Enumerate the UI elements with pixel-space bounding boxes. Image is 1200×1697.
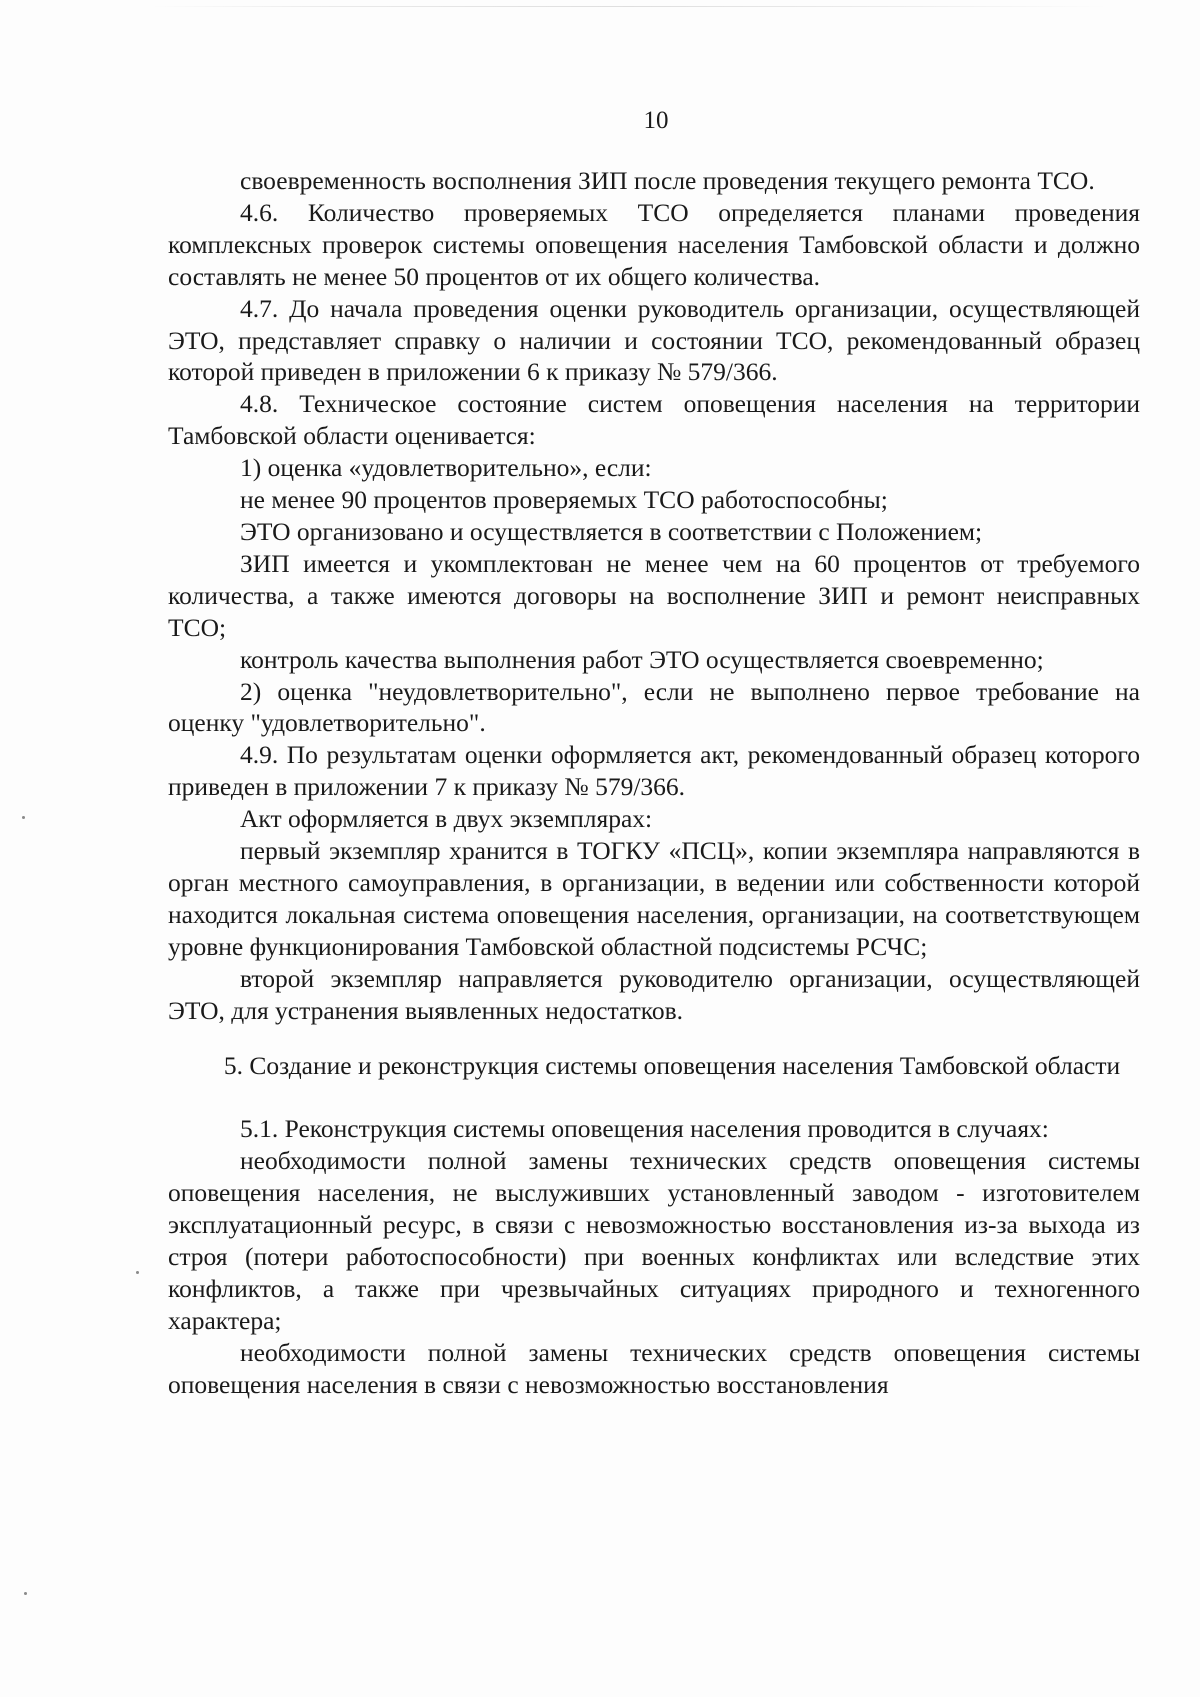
document-body [168, 165, 1140, 1401]
paragraph: 4.9. По результатам оценки оформляется акт, рекомендованный образец которого приведен в приложении 7 к приказу № 579/366. [168, 740, 1140, 802]
paragraph: своевременность восполнения ЗИП после проведения текущего ремонта ТСО. [240, 166, 1095, 195]
paragraph: 5.1. Реконструкция системы оповещения населения проводится в случаях: [240, 1114, 1049, 1144]
paragraph: второй экземпляр направляется руководителю организации, осуществляющей ЭТО, для устранения выявленных недостатков. [168, 963, 1140, 1025]
paragraph: не менее 90 процентов проверяемых ТСО работоспособны; [240, 485, 888, 515]
scan-artifact-dot [22, 816, 25, 819]
paragraph: контроль качества выполнения работ ЭТО осуществляется своевременно; [240, 644, 1044, 674]
paragraph: 4.8. Техническое состояние систем оповещения населения на территории Тамбовской области оценивается: [168, 389, 1140, 451]
paragraph: 1) оценка «удовлетворительно», если: [240, 453, 652, 483]
paragraph: первый экземпляр хранится в ТОГКУ «ПСЦ», копии экземпляра направляются в орган местного самоуправления, в организации, в ведении или собственности которой находится локальная система оповещения населения, организации, на соответствующем уровне функционирования Тамбовской областной подсистемы РСЧС; [168, 836, 1140, 961]
scan-artifact-dot [136, 1271, 139, 1274]
paragraph: ЭТО организовано и осуществляется в соответствии с Положением; [240, 516, 983, 546]
paragraph: 4.7. До начала проведения оценки руководитель организации, осуществляющей ЭТО, представляет справку о наличии и состоянии ТСО, рекомендованный образец которой приведен в приложении 6 к приказу № 579/366. [168, 293, 1140, 387]
scan-artifact-dot [24, 1592, 27, 1595]
page-number: 10 [643, 107, 669, 134]
paragraph: 4.6. Количество проверяемых ТСО определяется планами проведения комплексных проверок системы оповещения населения Тамбовской области и должно составлять не менее 50 процентов от их общего количества. [168, 197, 1140, 291]
section-heading: 5. Создание и реконструкция системы оповещения населения Тамбовской области [223, 1051, 1121, 1081]
paragraph: Акт оформляется в двух экземплярах: [240, 804, 653, 834]
paragraph: необходимости полной замены технических средств оповещения системы оповещения населения, не выслуживших установленный заводом - изготовителем эксплуатационный ресурс, в связи с невозможностью восстановления из-за выхода из строя (потери работоспособности) при военных конфликтах или вследствие этих конфликтов, а также при чрезвычайных ситуациях природного и техногенного характера; [168, 1146, 1140, 1335]
paragraph: необходимости полной замены технических средств оповещения системы оповещения населения в связи с невозможностью восстановления [168, 1337, 1140, 1399]
paragraph: 2) оценка "неудовлетворительно", если не выполнено первое требование на оценку "удовлетворительно". [168, 676, 1140, 738]
scan-artifact-line [150, 6, 1110, 7]
paragraph: ЗИП имеется и укомплектован не менее чем на 60 процентов от требуемого количества, а также имеются договоры на восполнение ЗИП и ремонт неисправных ТСО; [168, 548, 1140, 642]
